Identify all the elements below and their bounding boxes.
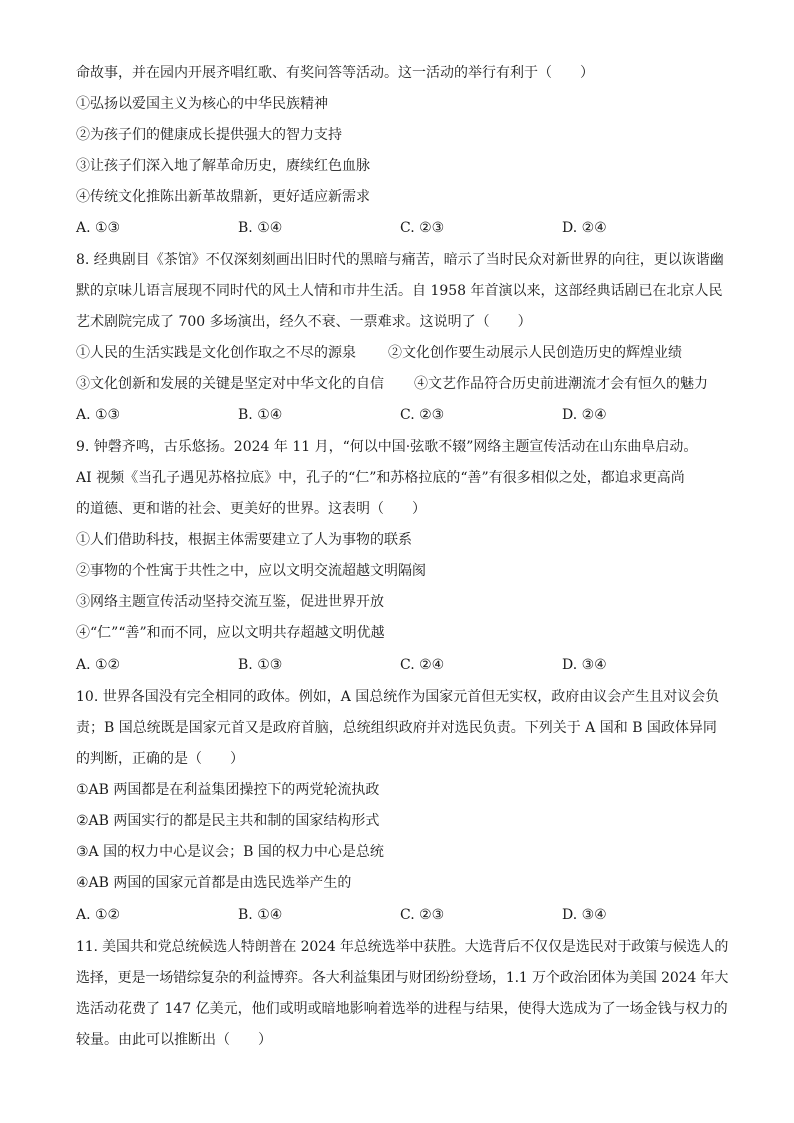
q8-choice-b[interactable]: B. ①④ xyxy=(238,407,283,423)
q9-option-3: ③网络主题宣传活动坚持交流互鉴，促进世界开放 xyxy=(76,594,384,610)
q8-options-row-1 xyxy=(76,344,736,362)
q8-option-1: ①人民的生活实践是文化创作取之不尽的源泉 xyxy=(76,345,356,361)
q10-choice-d[interactable]: D. ③④ xyxy=(562,907,607,923)
q7-choice-c[interactable]: C. ②③ xyxy=(400,220,445,236)
q10-choice-c[interactable]: C. ②③ xyxy=(400,907,445,923)
q7-option-2: ②为孩子们的健康成长提供强大的智力支持 xyxy=(76,127,342,143)
q10-option-1: ①AB 两国都是在利益集团操控下的两党轮流执政 xyxy=(76,782,380,798)
q7-choice-d[interactable]: D. ②④ xyxy=(562,220,607,236)
q10-choice-b[interactable]: B. ①④ xyxy=(238,907,283,923)
q11-stem-line-3: 选活动花费了 147 亿美元，他们或明或暗地影响着选举的进程与结果，使得大选成为了一场金钱与权力的 xyxy=(76,1001,728,1017)
q9-choice-a[interactable]: A. ①② xyxy=(76,657,121,673)
q8-stem-line-3: 艺术剧院完成了 700 多场演出，经久不衰、一票难求。这说明了（ ） xyxy=(76,314,532,330)
q8-options-row-2 xyxy=(76,375,736,393)
q9-choices xyxy=(76,656,736,674)
q9-choice-b[interactable]: B. ①③ xyxy=(238,657,283,673)
q10-option-4: ④AB 两国的国家元首都是由选民选举产生的 xyxy=(76,875,352,891)
q7-choices xyxy=(76,219,736,237)
q7-choice-a[interactable]: A. ①③ xyxy=(76,220,121,236)
q8-option-2: ②文化创作要生动展示人民创造历史的辉煌业绩 xyxy=(388,345,682,361)
q8-choice-a[interactable]: A. ①③ xyxy=(76,407,121,423)
q10-choices xyxy=(76,906,736,924)
q9-stem-line-3: 的道德、更和谐的社会、更美好的世界。这表明（ ） xyxy=(76,501,426,517)
q7-option-1: ①弘扬以爱国主义为核心的中华民族精神 xyxy=(76,96,328,112)
q9-choice-d[interactable]: D. ③④ xyxy=(562,657,607,673)
q8-choice-d[interactable]: D. ②④ xyxy=(562,407,607,423)
q7-stem: 命故事，并在园内开展齐唱红歌、有奖问答等活动。这一活动的举行有利于（ ） xyxy=(76,65,594,81)
q8-stem-line-2: 默的京味儿语言展现不同时代的风土人情和市井生活。自 1958 年首演以来，这部经典话剧已在北京人民 xyxy=(76,283,723,299)
q8-choice-c[interactable]: C. ②③ xyxy=(400,407,445,423)
q8-choices xyxy=(76,406,736,424)
q8-option-4: ④文艺作品符合历史前进潮流才会有恒久的魅力 xyxy=(414,376,708,392)
q10-option-2: ②AB 两国实行的都是民主共和制的国家结构形式 xyxy=(76,813,380,829)
q10-stem-line-1: 10. 世界各国没有完全相同的政体。例如，A 国总统作为国家元首但无实权，政府由议会产生且对议会负 xyxy=(76,689,720,705)
q9-stem-line-1: 9. 钟磬齐鸣，古乐悠扬。2024 年 11 月，“何以中国·弦歌不辍”网络主题宣传活动在山东曲阜启动。 xyxy=(76,439,698,455)
q9-stem-line-2: AI 视频《当孔子遇见苏格拉底》中，孔子的“仁”和苏格拉底的“善”有很多相似之处，都追求更高尚 xyxy=(76,470,685,486)
q10-option-3: ③A 国的权力中心是议会；B 国的权力中心是总统 xyxy=(76,844,384,860)
q9-option-2: ②事物的个性寓于共性之中，应以文明交流超越文明隔阂 xyxy=(76,563,426,579)
q11-stem-line-2: 选择，更是一场错综复杂的利益博弈。各大利益集团与财团纷纷登场，1.1 万个政治团体为美国 2024 年大 xyxy=(76,970,729,986)
q9-option-4: ④“仁”“善”和而不同，应以文明共存超越文明优越 xyxy=(76,625,385,641)
q10-choice-a[interactable]: A. ①② xyxy=(76,907,121,923)
q9-choice-c[interactable]: C. ②④ xyxy=(400,657,445,673)
q11-stem-line-1: 11. 美国共和党总统候选人特朗普在 2024 年总统选举中获胜。大选背后不仅仅是选民对于政策与候选人的 xyxy=(76,939,729,955)
q7-choice-b[interactable]: B. ①④ xyxy=(238,220,283,236)
q8-stem-line-1: 8. 经典剧目《茶馆》不仅深刻刻画出旧时代的黑暗与痛苦，暗示了当时民众对新世界的向往，更以诙谐幽 xyxy=(76,252,724,268)
q8-option-3: ③文化创新和发展的关键是坚定对中华文化的自信 xyxy=(76,376,384,392)
q7-option-4: ④传统文化推陈出新革故鼎新，更好适应新需求 xyxy=(76,189,370,205)
q11-stem-line-4: 较量。由此可以推断出（ ） xyxy=(76,1032,272,1048)
q10-stem-line-3: 的判断，正确的是（ ） xyxy=(76,751,244,767)
q7-option-3: ③让孩子们深入地了解革命历史，赓续红色血脉 xyxy=(76,158,370,174)
q9-option-1: ①人们借助科技，根据主体需要建立了人为事物的联系 xyxy=(76,532,412,548)
q10-stem-line-2: 责；B 国总统既是国家元首又是政府首脑，总统组织政府并对选民负责。下列关于 A 国和 B 国政体异同 xyxy=(76,720,717,736)
